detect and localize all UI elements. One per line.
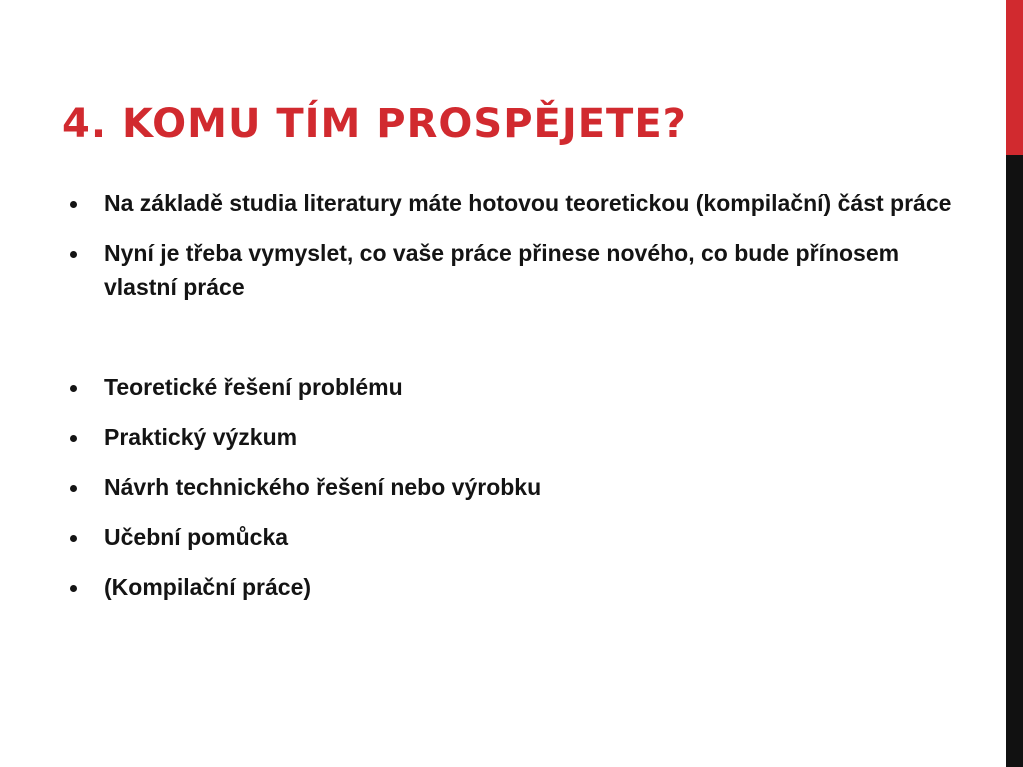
bullet-item [70,370,970,404]
side-accent-bar-black [1006,155,1023,767]
bullet-text: Teoretické řešení problému [104,374,403,400]
bullet-item [70,420,970,454]
bullet-icon [70,385,77,392]
bullet-item [70,520,970,554]
bullet-icon [70,251,77,258]
bullet-text: (Kompilační práce) [104,574,312,600]
bullet-text: Učební pomůcka [104,524,289,550]
side-accent-bar-red [1006,0,1023,155]
bullet-item [70,570,970,604]
bullet-text: Nyní je třeba vymyslet, co vaše práce přinese nového, co bude přínosem vlastní práce [104,240,900,300]
slide-title: 4. KOMU TÍM PROSPĚJETE? [62,101,687,147]
bullet-item [70,236,970,304]
bullet-list [70,186,970,620]
bullet-text: Na základě studia literatury máte hotovou teoretickou (kompilační) část práce [104,190,952,216]
bullet-item [70,186,970,220]
bullet-text: Návrh technického řešení nebo výrobku [104,474,542,500]
bullet-item [70,470,970,504]
bullet-icon [70,485,77,492]
bullet-icon [70,535,77,542]
bullet-icon [70,201,77,208]
bullet-icon [70,585,77,592]
bullet-icon [70,435,77,442]
bullet-text: Praktický výzkum [104,424,298,450]
